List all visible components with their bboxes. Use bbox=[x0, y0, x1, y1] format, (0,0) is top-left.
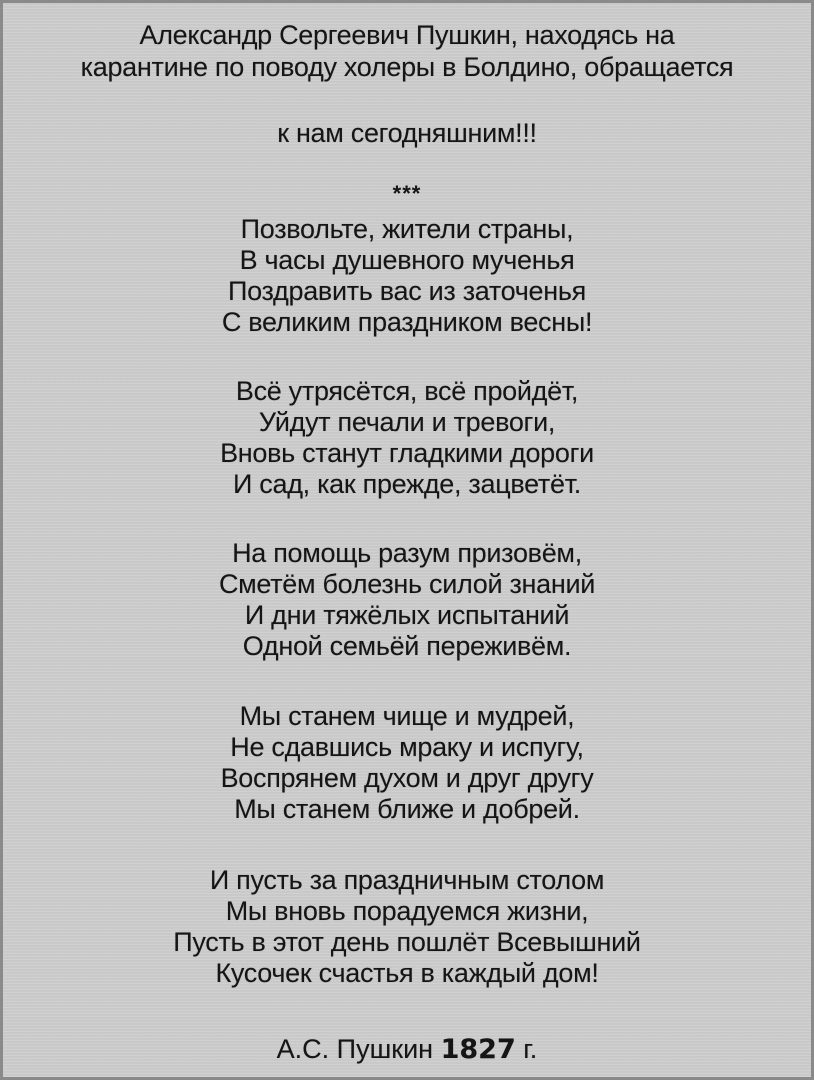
stanza-line: С великим праздником весны! bbox=[221, 307, 593, 337]
stanza-line: И сад, как прежде, зацветёт. bbox=[233, 469, 581, 499]
stanza-line: Поздравить вас из заточенья bbox=[228, 276, 586, 306]
signature-author: А.С. Пушкин bbox=[276, 1034, 434, 1064]
stanza-line: Уйдут печали и тревоги, bbox=[258, 407, 556, 437]
stanza-line: Не сдавшись мраку и испугу, bbox=[230, 732, 584, 762]
stanza-1 bbox=[3, 214, 811, 338]
stanza-line: Мы станем чище и мудрей, bbox=[239, 701, 575, 731]
signature-year-suffix: г. bbox=[523, 1034, 538, 1064]
stanza-line: И дни тяжёлых испытаний bbox=[244, 600, 570, 630]
stanza-line: Сметём болезнь силой знаний bbox=[218, 569, 596, 599]
intro-line-3: к нам сегодняшним!!! bbox=[277, 118, 537, 148]
stanza-line: Кусочек счастья в каждый дом! bbox=[215, 958, 599, 988]
stanza-3 bbox=[3, 538, 811, 662]
intro-text-exclamation bbox=[3, 117, 811, 149]
stanza-line: Воспрянем духом и друг другу bbox=[220, 763, 594, 793]
stanza-5 bbox=[3, 865, 811, 989]
stanza-line: Вновь станут гладкими дороги bbox=[220, 438, 594, 468]
stanza-2 bbox=[3, 376, 811, 500]
stanza-separator: *** bbox=[392, 181, 422, 206]
stanza-line: Мы станем ближе и добрей. bbox=[234, 794, 580, 824]
intro-text bbox=[3, 19, 811, 83]
stanza-line: Мы вновь порадуемся жизни, bbox=[225, 896, 589, 926]
stanza-line: И пусть за праздничным столом bbox=[209, 865, 605, 895]
stanza-line: Пусть в этот день пошлёт Всевышний bbox=[173, 927, 641, 957]
stanza-line: Одной семьёй переживём. bbox=[242, 631, 572, 661]
stanza-line: На помощь разум призовём, bbox=[232, 538, 582, 568]
stanza-4 bbox=[3, 701, 811, 825]
intro-line-1: Александр Сергеевич Пушкин, находясь на bbox=[139, 20, 675, 50]
signature bbox=[3, 1033, 811, 1066]
intro-line-2: карантине по поводу холеры в Болдино, обращается bbox=[80, 52, 734, 82]
stanza-line: В часы душевного мученья bbox=[239, 245, 575, 275]
stanza-line: Позвольте, жители страны, bbox=[240, 214, 574, 244]
signature-year: 1827 bbox=[440, 1034, 516, 1065]
stanza-line: Всё утрясётся, всё пройдёт, bbox=[235, 376, 579, 406]
